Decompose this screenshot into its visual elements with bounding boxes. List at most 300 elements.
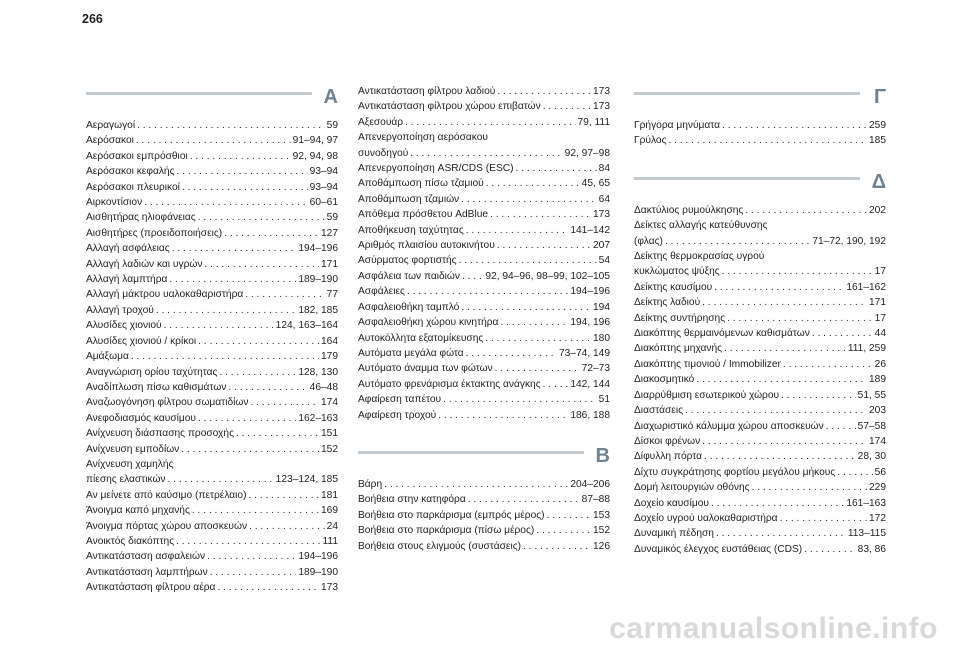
index-term: Γρύλος bbox=[634, 135, 667, 147]
leader-dots bbox=[485, 331, 591, 346]
leader-dots bbox=[500, 315, 568, 330]
page-reference: 194–196 bbox=[298, 551, 338, 563]
index-column-3 bbox=[634, 86, 886, 579]
index-entry bbox=[358, 508, 610, 523]
index-entry bbox=[86, 442, 338, 457]
leader-dots bbox=[837, 465, 872, 480]
page-reference: 28, 30 bbox=[857, 451, 886, 463]
index-term: Απόθεμα πρόσθετου AdBlue bbox=[358, 209, 489, 221]
index-entry bbox=[86, 318, 338, 333]
leader-dots bbox=[536, 523, 591, 538]
index-entry bbox=[86, 241, 338, 256]
index-entry bbox=[86, 488, 338, 503]
index-term: Αναζωογόνηση φίλτρου σωματιδίων bbox=[86, 397, 249, 409]
page-reference: 84 bbox=[598, 163, 610, 175]
index-entry bbox=[358, 99, 610, 114]
page-reference: 153 bbox=[593, 509, 610, 521]
leader-dots bbox=[217, 580, 319, 595]
leader-dots bbox=[702, 434, 867, 449]
index-entry bbox=[86, 365, 338, 380]
index-section bbox=[634, 171, 886, 557]
page-reference: 181 bbox=[321, 489, 338, 501]
index-term: Βοήθεια στο παρκάρισμα (πίσω μέρος) bbox=[358, 525, 535, 537]
leader-dots bbox=[190, 149, 291, 164]
page-reference: 194, 196 bbox=[570, 317, 610, 329]
leader-dots bbox=[169, 272, 296, 287]
leader-dots bbox=[714, 280, 844, 295]
page-reference: 124, 163–164 bbox=[275, 320, 338, 332]
leader-dots bbox=[461, 300, 591, 315]
index-term: Δοχείο καυσίμου bbox=[634, 497, 709, 509]
index-term: Αυτόματα μεγάλα φώτα bbox=[358, 347, 464, 359]
index-term: Αερόσακοι bbox=[86, 135, 134, 147]
index-entry bbox=[634, 434, 886, 449]
index-entry bbox=[634, 118, 886, 133]
page-reference: 72–73 bbox=[581, 363, 610, 375]
section-letter: Γ bbox=[873, 86, 886, 108]
index-entry bbox=[358, 477, 610, 492]
index-term: Βοήθεια στους ελιγμούς (συστάσεις) bbox=[358, 540, 522, 552]
index-entry bbox=[634, 311, 886, 326]
page-reference: 83, 86 bbox=[857, 543, 886, 555]
leader-dots bbox=[136, 133, 291, 148]
index-entry bbox=[358, 253, 610, 268]
page-reference: 51, 55 bbox=[857, 389, 886, 401]
index-term: Δείκτες αλλαγής κατεύθυνσης bbox=[634, 220, 768, 232]
index-term: Αμάξωμα bbox=[86, 351, 129, 363]
index-entry bbox=[86, 519, 338, 534]
index-entry bbox=[86, 180, 338, 195]
index-entry bbox=[86, 287, 338, 302]
index-term: Ανοικτός διακόπτης bbox=[86, 535, 175, 547]
leader-dots bbox=[219, 365, 296, 380]
section-letter-header bbox=[634, 171, 886, 203]
leader-dots bbox=[168, 472, 274, 487]
index-entry bbox=[86, 457, 338, 488]
index-entry bbox=[634, 326, 886, 341]
leader-dots bbox=[461, 192, 597, 207]
index-term: Ασφαλειοθήκη ταμπλό bbox=[358, 301, 460, 313]
leader-dots bbox=[156, 303, 297, 318]
index-entry bbox=[634, 449, 886, 464]
section-letter: Δ bbox=[871, 170, 886, 193]
leader-dots bbox=[245, 287, 324, 302]
page-reference: 203 bbox=[869, 405, 886, 417]
page-reference: 17 bbox=[874, 312, 886, 324]
index-entry bbox=[358, 492, 610, 507]
index-term: κυκλώματος ψύξης bbox=[634, 266, 720, 278]
page-reference: 173 bbox=[593, 209, 610, 221]
page-reference: 173 bbox=[321, 582, 338, 594]
page-reference: 189 bbox=[869, 374, 886, 386]
leader-dots bbox=[727, 311, 873, 326]
index-term: Διαχωριστικό κάλυμμα χώρου αποσκευών bbox=[634, 420, 824, 432]
index-entry bbox=[634, 357, 886, 372]
leader-dots bbox=[804, 542, 855, 557]
leader-dots bbox=[181, 442, 319, 457]
leader-dots bbox=[176, 534, 320, 549]
index-entry bbox=[634, 218, 886, 249]
page-reference: 180 bbox=[593, 332, 610, 344]
page-reference: 229 bbox=[869, 482, 886, 494]
index-entry bbox=[634, 496, 886, 511]
page-reference: 174 bbox=[321, 397, 338, 409]
leader-dots bbox=[438, 408, 568, 423]
index-entry bbox=[86, 272, 338, 287]
page-reference: 179 bbox=[321, 351, 338, 363]
index-column-2 bbox=[358, 84, 610, 576]
page-reference: 128, 130 bbox=[298, 366, 338, 378]
leader-dots bbox=[486, 176, 580, 191]
index-term: Ανίχνευση χαμηλής bbox=[86, 458, 174, 470]
page-reference: 79, 111 bbox=[577, 116, 610, 128]
index-term: Αξεσουάρ bbox=[358, 116, 404, 128]
section-letter-header bbox=[86, 86, 338, 118]
index-term: Διακόπτης μηχανής bbox=[634, 343, 723, 355]
page-reference: 93–94 bbox=[309, 166, 338, 178]
leader-dots bbox=[547, 508, 591, 523]
leader-dots bbox=[177, 164, 308, 179]
leader-dots bbox=[250, 395, 319, 410]
index-term: Αερόσακοι πλευρικοί bbox=[86, 181, 180, 193]
page-reference: 151 bbox=[321, 428, 338, 440]
leader-dots bbox=[752, 480, 867, 495]
page-reference: 186, 188 bbox=[570, 409, 610, 421]
index-entry bbox=[358, 315, 610, 330]
page-reference: 60–61 bbox=[309, 197, 338, 209]
index-term: Αισθητήρας ηλιοφάνειας bbox=[86, 212, 196, 224]
index-column-1 bbox=[86, 86, 338, 618]
index-entry bbox=[358, 331, 610, 346]
page-reference: 59 bbox=[326, 212, 338, 224]
page-reference: 111, 259 bbox=[847, 343, 886, 355]
page-reference: 161–162 bbox=[846, 281, 886, 293]
index-term: Αναδίπλωση πίσω καθισμάτων bbox=[86, 381, 227, 393]
page-reference: 185 bbox=[869, 135, 886, 147]
leader-dots bbox=[722, 264, 873, 279]
index-term: Δείκτης λαδιού bbox=[634, 297, 701, 309]
page-reference: 91–94, 97 bbox=[292, 135, 338, 147]
leader-dots bbox=[207, 549, 296, 564]
page-reference: 171 bbox=[869, 297, 886, 309]
index-term: Αντικατάσταση λαμπτήρων bbox=[86, 566, 208, 578]
index-term: Αν μείνετε από καύσιμο (πετρέλαιο) bbox=[86, 489, 247, 501]
index-term: Δίχτυ συγκράτησης φορτίου μεγάλου μήκους bbox=[634, 466, 836, 478]
index-term: Αυτόματο φρενάρισμα έκτακτης ανάγκης bbox=[358, 378, 541, 390]
index-entry bbox=[86, 349, 338, 364]
leader-dots bbox=[172, 241, 297, 256]
leader-dots bbox=[497, 84, 591, 99]
leader-dots bbox=[783, 357, 873, 372]
index-term: Ανίχνευση εμποδίων bbox=[86, 443, 180, 455]
leader-dots bbox=[812, 326, 873, 341]
leader-dots bbox=[543, 377, 569, 392]
page-reference: 127 bbox=[321, 227, 338, 239]
page-reference: 45, 65 bbox=[581, 178, 610, 190]
page-reference: 173 bbox=[593, 101, 610, 113]
index-entry bbox=[634, 203, 886, 218]
leader-dots bbox=[696, 372, 867, 387]
leader-dots bbox=[669, 133, 868, 148]
section-letter: Α bbox=[323, 86, 338, 108]
page-reference: 161–163 bbox=[846, 497, 886, 509]
index-term: Αλλαγή ασφάλειας bbox=[86, 243, 170, 255]
index-term: Αφαίρεση ταπέτου bbox=[358, 394, 442, 406]
index-term: Απενεργοποίηση αερόσακου bbox=[358, 132, 488, 144]
page-reference: 26 bbox=[874, 358, 886, 370]
index-entry bbox=[86, 257, 338, 272]
index-entry bbox=[634, 526, 886, 541]
index-term: Αερόσακοι κεφαλής bbox=[86, 166, 175, 178]
leader-dots bbox=[781, 388, 856, 403]
leader-dots bbox=[704, 449, 856, 464]
leader-dots bbox=[543, 99, 591, 114]
index-entry bbox=[634, 465, 886, 480]
page-reference: 73–74, 149 bbox=[559, 347, 610, 359]
index-term: Αλλαγή λαμπτήρα bbox=[86, 274, 168, 286]
page-reference: 194–196 bbox=[570, 286, 610, 298]
index-term: Ανεφοδιασμός καυσίμου bbox=[86, 412, 196, 424]
index-entry bbox=[634, 249, 886, 280]
index-term: Αποθήκευση ταχύτητας bbox=[358, 224, 464, 236]
page-reference: 24 bbox=[326, 520, 338, 532]
index-entry bbox=[634, 480, 886, 495]
leader-dots bbox=[516, 161, 597, 176]
page-reference: 93–94 bbox=[309, 181, 338, 193]
index-section bbox=[358, 84, 610, 423]
page-reference: 51 bbox=[598, 394, 610, 406]
index-term: Δείκτης θερμοκρασίας υγρού bbox=[634, 251, 765, 263]
leader-dots bbox=[204, 257, 319, 272]
leader-dots bbox=[466, 346, 557, 361]
section-divider bbox=[86, 92, 312, 95]
leader-dots bbox=[490, 207, 591, 222]
index-entry bbox=[634, 388, 886, 403]
index-term: Δυναμικός έλεγχος ευστάθειας (CDS) bbox=[634, 543, 803, 555]
page-reference: 46–48 bbox=[309, 381, 338, 393]
index-entry bbox=[86, 303, 338, 318]
index-entry bbox=[358, 346, 610, 361]
index-term: Δίφυλλη πόρτα bbox=[634, 451, 703, 463]
leader-dots bbox=[702, 295, 867, 310]
page-reference: 189–190 bbox=[298, 566, 338, 578]
index-term: Ασφάλειες bbox=[358, 286, 405, 298]
page-reference: 172 bbox=[869, 512, 886, 524]
index-term: Δακτύλιος ρυμούλκησης bbox=[634, 204, 744, 216]
index-entry bbox=[86, 149, 338, 164]
index-term: Αιρκοντίσιον bbox=[86, 197, 143, 209]
page-reference: 202 bbox=[869, 204, 886, 216]
index-entry bbox=[86, 226, 338, 241]
index-term: Δείκτης καυσίμου bbox=[634, 281, 713, 293]
leader-dots bbox=[182, 180, 308, 195]
index-term: Δείκτης συντήρησης bbox=[634, 312, 726, 324]
index-entry bbox=[358, 84, 610, 99]
index-term: Δίσκοι φρένων bbox=[634, 435, 701, 447]
leader-dots bbox=[780, 511, 867, 526]
leader-dots bbox=[459, 253, 597, 268]
leader-dots bbox=[495, 361, 580, 376]
page-reference: 92, 97–98 bbox=[564, 147, 610, 159]
index-term: Αλυσίδες χιονιού / κρίκοι bbox=[86, 335, 197, 347]
page-reference: 171 bbox=[321, 258, 338, 270]
page-reference: 111 bbox=[322, 535, 338, 547]
index-entry bbox=[86, 334, 338, 349]
page-reference: 59 bbox=[326, 120, 338, 131]
index-entry bbox=[358, 192, 610, 207]
page-reference: 173 bbox=[593, 86, 610, 97]
page-reference: 141–142 bbox=[570, 224, 610, 236]
index-entry bbox=[86, 118, 338, 133]
index-term: Αποθάμπωση πίσω τζαμιού bbox=[358, 178, 484, 190]
page-reference: 92, 94, 98 bbox=[292, 150, 338, 162]
section-letter-header bbox=[358, 445, 610, 477]
index-entry bbox=[86, 426, 338, 441]
leader-dots bbox=[443, 392, 597, 407]
index-term: (φλας) bbox=[634, 235, 663, 247]
index-entry bbox=[634, 295, 886, 310]
index-entry bbox=[634, 133, 886, 148]
page-reference: 204–206 bbox=[570, 478, 610, 490]
leader-dots bbox=[198, 210, 325, 225]
index-term: Αυτόματο άναμμα των φώτων bbox=[358, 363, 493, 375]
index-term: Αερόσακοι εμπρόσθιοι bbox=[86, 150, 188, 162]
leader-dots bbox=[224, 226, 319, 241]
page-reference: 162–163 bbox=[298, 412, 338, 424]
leader-dots bbox=[665, 234, 810, 249]
index-term: Ασφαλειοθήκη χώρου κινητήρα bbox=[358, 317, 499, 329]
leader-dots bbox=[228, 380, 307, 395]
index-entry bbox=[634, 280, 886, 295]
page-reference: 44 bbox=[874, 328, 886, 340]
leader-dots bbox=[192, 503, 319, 518]
index-entry bbox=[358, 161, 610, 176]
index-entry bbox=[358, 408, 610, 423]
index-entry bbox=[86, 534, 338, 549]
index-entry bbox=[86, 164, 338, 179]
index-entry bbox=[86, 395, 338, 410]
page-reference: 182, 185 bbox=[298, 304, 338, 316]
index-term: Δομή λειτουργιών οθόνης bbox=[634, 482, 750, 494]
index-entry bbox=[358, 300, 610, 315]
index-entry bbox=[634, 511, 886, 526]
page-reference: 57–58 bbox=[857, 420, 886, 432]
index-entry bbox=[86, 549, 338, 564]
leader-dots bbox=[405, 115, 575, 130]
leader-dots bbox=[745, 203, 867, 218]
index-entry bbox=[358, 539, 610, 554]
section-divider bbox=[634, 92, 860, 95]
section-letter-header bbox=[634, 86, 886, 118]
index-term: Διαστάσεις bbox=[634, 405, 684, 417]
page-reference: 92, 94–96, 98–99, 102–105 bbox=[485, 270, 610, 282]
page-reference: 194–196 bbox=[298, 243, 338, 255]
index-term: Διακόπτης θερμαινόμενων καθισμάτων bbox=[634, 328, 810, 340]
index-entry bbox=[358, 284, 610, 299]
index-entry bbox=[86, 210, 338, 225]
index-section bbox=[86, 86, 338, 596]
index-entry bbox=[358, 130, 610, 161]
index-term: Διαρρύθμιση εσωτερικού χώρου bbox=[634, 389, 780, 401]
leader-dots bbox=[164, 318, 274, 333]
leader-dots bbox=[248, 488, 319, 503]
index-entry bbox=[634, 372, 886, 387]
leader-dots bbox=[410, 146, 562, 161]
index-term: Βάρη bbox=[358, 478, 383, 490]
index-term: Αποθάμπωση τζαμιών bbox=[358, 193, 460, 205]
page-reference: 71–72, 190, 192 bbox=[812, 235, 886, 247]
leader-dots bbox=[466, 223, 569, 238]
page-reference: 152 bbox=[321, 443, 338, 455]
leader-dots bbox=[462, 269, 483, 284]
page-reference: 56 bbox=[874, 466, 886, 478]
index-entry bbox=[358, 392, 610, 407]
page-reference: 123–124, 185 bbox=[275, 474, 338, 486]
index-entry bbox=[634, 542, 886, 557]
page-reference: 126 bbox=[593, 540, 610, 552]
page-reference: 174 bbox=[869, 435, 886, 447]
page-reference: 152 bbox=[593, 525, 610, 537]
leader-dots bbox=[384, 477, 568, 492]
index-term: Άνοιγμα καπό μηχανής bbox=[86, 505, 190, 517]
page-reference: 207 bbox=[593, 240, 610, 252]
index-term: Ανίχνευση διάσπασης προσοχής bbox=[86, 428, 234, 440]
page-reference: 164 bbox=[321, 335, 338, 347]
index-term: Βοήθεια στην κατηφόρα bbox=[358, 494, 466, 506]
index-term: Διακόπτης τιμονιού / Immobilizer bbox=[634, 358, 781, 370]
page-reference: 113–115 bbox=[847, 528, 886, 540]
index-entry bbox=[358, 207, 610, 222]
leader-dots bbox=[198, 411, 296, 426]
index-term: Αριθμός πλαισίου αυτοκινήτου bbox=[358, 240, 495, 252]
leader-dots bbox=[236, 426, 319, 441]
index-entry bbox=[358, 361, 610, 376]
leader-dots bbox=[210, 565, 297, 580]
index-entry bbox=[634, 419, 886, 434]
page-number: 266 bbox=[82, 12, 103, 26]
page-reference: 259 bbox=[869, 120, 886, 131]
leader-dots bbox=[407, 284, 568, 299]
page-reference: 17 bbox=[874, 266, 886, 278]
page-reference: 54 bbox=[598, 255, 610, 267]
index-term: Αναγνώριση ορίου ταχύτητας bbox=[86, 366, 218, 378]
index-entry bbox=[634, 341, 886, 356]
index-entry bbox=[86, 565, 338, 580]
leader-dots bbox=[826, 419, 856, 434]
index-entry bbox=[86, 195, 338, 210]
index-term: Βοήθεια στο παρκάρισμα (εμπρός μέρος) bbox=[358, 509, 545, 521]
index-term: Αλλαγή τροχού bbox=[86, 304, 154, 316]
section-letter: Β bbox=[595, 444, 610, 467]
index-term: Αεραγωγοί bbox=[86, 120, 136, 131]
page-reference: 169 bbox=[321, 505, 338, 517]
leader-dots bbox=[716, 526, 846, 541]
page-reference: 194 bbox=[593, 301, 610, 313]
leader-dots bbox=[722, 118, 867, 133]
index-entry bbox=[358, 269, 610, 284]
index-entry bbox=[358, 115, 610, 130]
index-term: Ασφάλεια των παιδιών bbox=[358, 270, 460, 282]
index-term: συνοδηγού bbox=[358, 147, 409, 159]
index-term: Αντικατάσταση φίλτρου αέρα bbox=[86, 582, 216, 594]
index-term: Δυναμική πέδηση bbox=[634, 528, 714, 540]
leader-dots bbox=[131, 349, 319, 364]
index-term: Αντικατάσταση ασφαλειών bbox=[86, 551, 206, 563]
leader-dots bbox=[523, 539, 591, 554]
page-reference: 87–88 bbox=[581, 494, 610, 506]
index-term: Διακοσμητικό bbox=[634, 374, 695, 386]
index-entry bbox=[86, 133, 338, 148]
